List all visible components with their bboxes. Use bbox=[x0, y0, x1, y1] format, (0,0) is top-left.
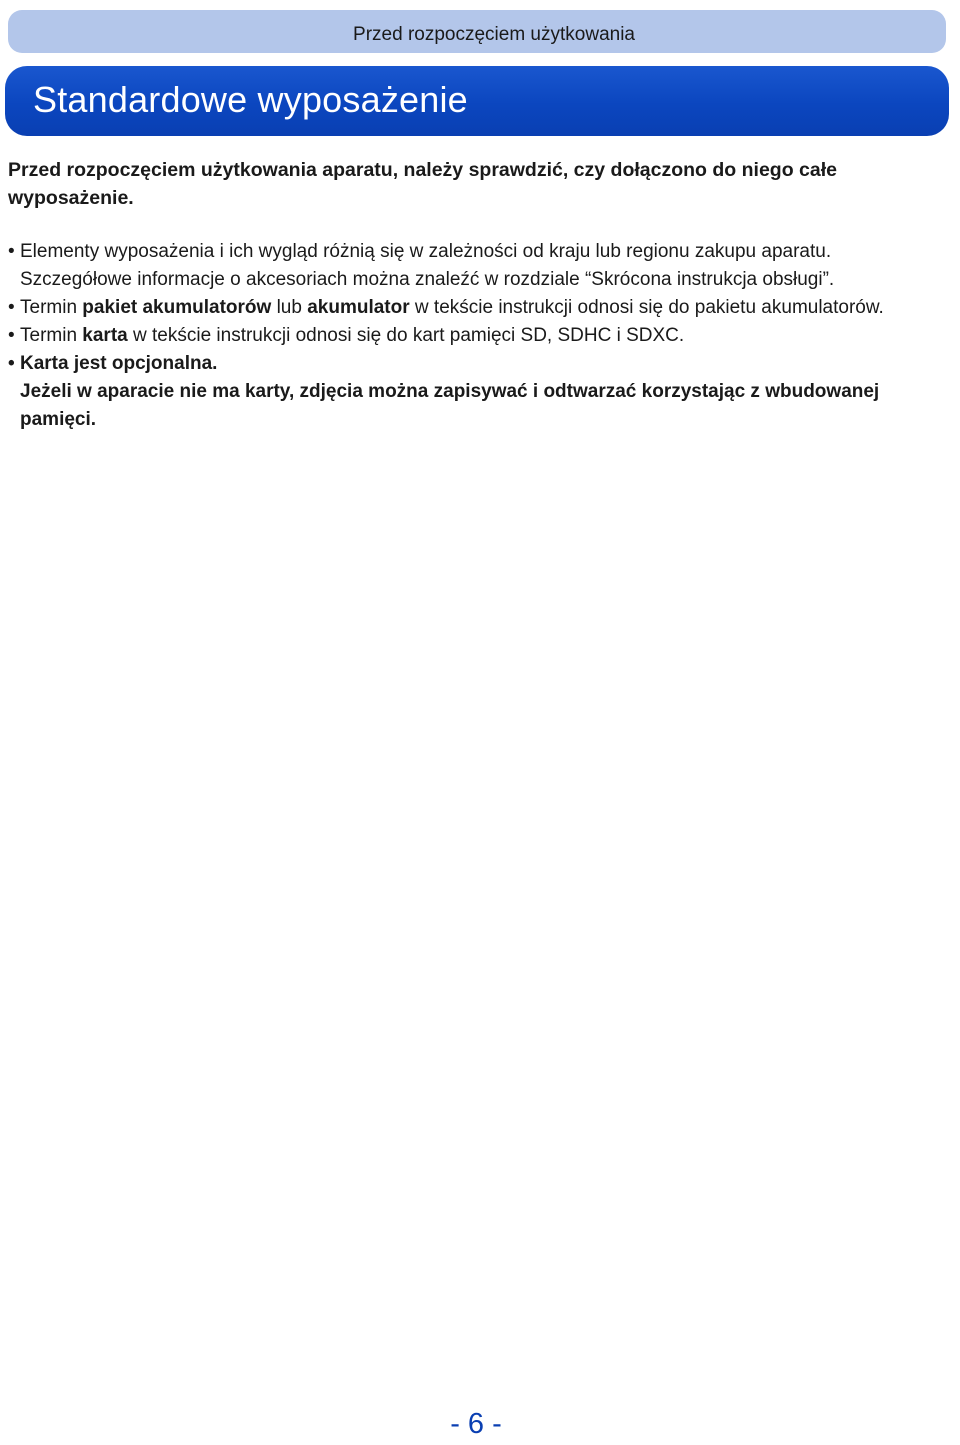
note-term-battery-pack: pakiet akumulatorów bbox=[82, 297, 272, 318]
note-term-battery: akumulator bbox=[307, 297, 410, 318]
page-number: - 6 - bbox=[450, 1408, 502, 1440]
note-item-card bbox=[8, 322, 938, 350]
note-text: Elementy wyposażenia i ich wygląd różnią się w zależności od kraju lub regionu zakupu aparatu. bbox=[20, 241, 832, 262]
note-item-battery bbox=[8, 294, 938, 322]
notes-list bbox=[8, 238, 938, 434]
bullet-icon: • bbox=[8, 353, 15, 374]
note-text-part: w tekście instrukcji odnosi się do kart pamięci SD, SDHC i SDXC. bbox=[127, 325, 685, 346]
note-text: Szczegółowe informacje o akcesoriach można znaleźć w rozdziale “Skrócona instrukcja obsługi”. bbox=[20, 269, 835, 290]
bullet-icon: • bbox=[8, 241, 15, 262]
bullet-icon: • bbox=[8, 325, 15, 346]
note-text: Jeżeli w aparacie nie ma karty, zdjęcia można zapisywać i odtwarzać korzystając z wbudowanej pamięci. bbox=[20, 381, 880, 430]
page-title: Standardowe wyposażenie bbox=[33, 79, 468, 120]
bullet-icon: • bbox=[8, 297, 15, 318]
note-text-part: Termin bbox=[20, 325, 83, 346]
note-text bbox=[20, 294, 938, 322]
note-text-part: w tekście instrukcji odnosi się do pakietu akumulatorów. bbox=[409, 297, 884, 318]
note-text-part: lub bbox=[271, 297, 308, 318]
note-term-card: karta bbox=[82, 325, 128, 346]
note-text: Karta jest opcjonalna. bbox=[20, 353, 218, 374]
section-label: Przed rozpoczęciem użytkowania bbox=[353, 24, 635, 45]
note-item-accessories bbox=[8, 238, 938, 294]
note-text bbox=[20, 322, 938, 350]
note-text-part: Termin bbox=[20, 297, 83, 318]
note-item-optional-card bbox=[8, 350, 938, 434]
intro-text: Przed rozpoczęciem użytkowania aparatu, należy sprawdzić, czy dołączono do niego całe wyposażenie. bbox=[8, 159, 837, 209]
